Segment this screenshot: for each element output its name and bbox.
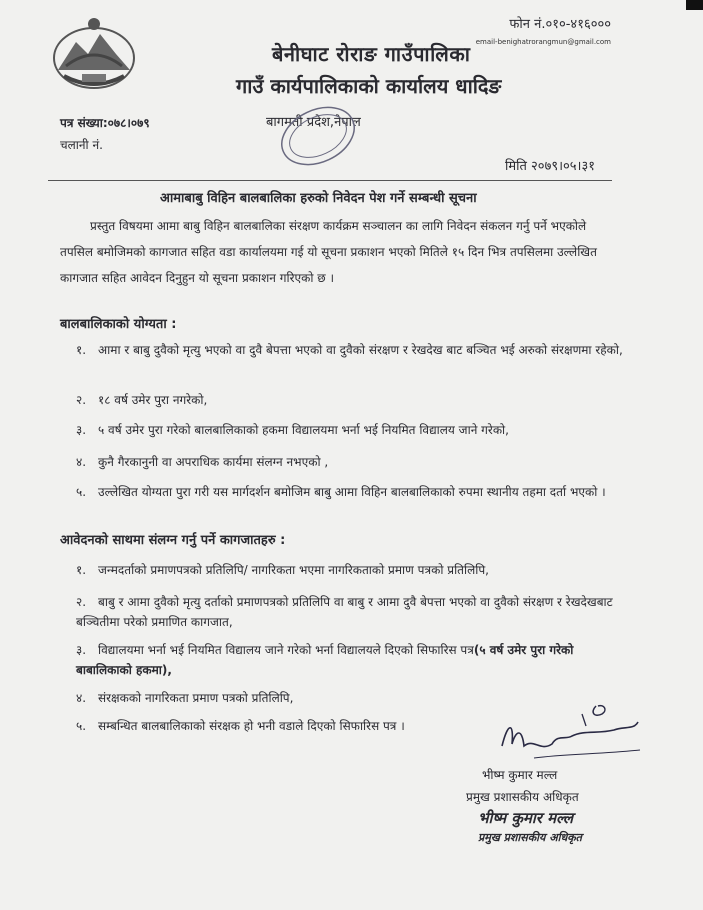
phone-number: फोन नं.०१०-४१६००० xyxy=(509,17,611,32)
signature-stamp-name: भीष्म कुमार मल्ल xyxy=(478,809,573,827)
item-number: ५. xyxy=(76,485,87,499)
signature-stamp-title: प्रमुख प्रशासकीय अधिकृत xyxy=(478,831,582,844)
item-text-bold: (५ वर्ष उमेर पुरा गरेको बाबालिकाको हकमा), xyxy=(76,643,574,677)
nepal-emblem-icon xyxy=(44,14,144,94)
handwritten-signature-icon xyxy=(494,700,644,762)
office-name: गाउँ कार्यपालिकाको कार्यालय धादिङ xyxy=(236,74,502,98)
item-number: १. xyxy=(76,343,87,357)
office-seal-icon xyxy=(268,100,388,180)
reference-number: पत्र संख्या:०७८।०७९ xyxy=(60,116,150,130)
email-address: email-benighatrorangmun@gmail.com xyxy=(475,38,611,46)
office-address: बागमती प्रदेश,नेपाल xyxy=(266,115,361,130)
item-text: बाबु र आमा दुवैको मृत्यु दर्ताको प्रमाणपत्रको प्रतिलिपि वा बाबु र आमा दुवै बेपत्ता भएको वा दुवैको संरक्षण र रेखदेखबाट बञ्चितीमा परेको प्रमाणित कागजात, xyxy=(76,595,613,629)
eligibility-item xyxy=(76,420,636,440)
document-item xyxy=(76,592,626,632)
document-item xyxy=(76,716,496,736)
eligibility-item xyxy=(76,390,636,410)
signer-name: भीष्म कुमार मल्ल xyxy=(482,768,558,782)
scan-edge-mark xyxy=(686,0,703,10)
item-number: १. xyxy=(76,563,87,577)
eligibility-heading: बालबालिकाको योग्यता : xyxy=(60,317,177,332)
document-item xyxy=(76,560,636,580)
header-divider xyxy=(48,180,612,181)
item-text: आमा र बाबु दुवैको मृत्यु भएको वा दुवै बेपत्ता भएको वा दुवैको संरक्षण र रेखदेख बाट बञ्चित भई अरुको संरक्षणमा रहेको, xyxy=(98,343,623,357)
notice-body: प्रस्तुत विषयमा आमा बाबु विहिन बालबालिका संरक्षण कार्यक्रम सञ्चालन का लागि निवेदन संकलन गर्नु पर्ने भएकोले तपसिल बमोजिमको कागजात सहित वडा कार्यालयमा गई यो सूचना प्रकाशन भएको मितिले १५ दिन भित्र तपसिलमा उल्लेखित कागजात सहित आवेदन दिनुहुन यो सूचना प्रकाशन गरिएको छ । xyxy=(60,219,597,285)
municipality-name: बेनीघाट रोराङ गाउँपालिका xyxy=(272,42,471,66)
item-number: ३. xyxy=(76,643,87,657)
item-text: सम्बन्धित बालबालिकाको संरक्षक हो भनी वडाले दिएको सिफारिस पत्र । xyxy=(98,719,405,733)
item-text: उल्लेखित योग्यता पुरा गरी यस मार्गदर्शन बमोजिम बाबु आमा विहिन बालबालिकाको रुपमा स्थानीय तहमा दर्ता भएको । xyxy=(98,485,606,499)
item-number: ४. xyxy=(76,455,87,469)
eligibility-item xyxy=(76,340,626,360)
documents-heading: आवेदनको साथमा संलग्न गर्नु पर्ने कागजातहरु : xyxy=(60,533,286,548)
signer-title: प्रमुख प्रशासकीय अधिकृत xyxy=(466,790,579,804)
notice-subject: आमाबाबु विहिन बालबालिका हरुको निवेदन पेश गर्ने सम्बन्धी सूचना xyxy=(160,191,477,206)
issue-date: मिति २०७९।०५।३१ xyxy=(505,159,595,174)
eligibility-item xyxy=(76,452,636,472)
item-number: २. xyxy=(76,595,87,609)
item-text: ५ वर्ष उमेर पुरा गरेको बालबालिकाको हकमा विद्यालयमा भर्ना भई नियमित विद्यालय जाने गरेको, xyxy=(98,423,509,437)
item-text: संरक्षकको नागरिकता प्रमाण पत्रको प्रतिलिपि, xyxy=(98,691,294,705)
item-number: ३. xyxy=(76,423,87,437)
item-text: कुनै गैरकानुनी वा अपराधिक कार्यमा संलग्न नभएको , xyxy=(98,455,329,469)
item-number: २. xyxy=(76,393,87,407)
document-item xyxy=(76,640,626,680)
item-text: विद्यालयमा भर्ना भई नियमित विद्यालय जाने गरेको भर्ना विद्यालयले दिएको सिफारिस पत्र xyxy=(98,643,474,657)
item-text: जन्मदर्ताको प्रमाणपत्रको प्रतिलिपि/ नागरिकता भएमा नागरिकताको प्रमाण पत्रको प्रतिलिपि, xyxy=(98,563,489,577)
item-number: ४. xyxy=(76,691,87,705)
item-number: ५. xyxy=(76,719,87,733)
dispatch-number: चलानी नं. xyxy=(60,138,103,152)
eligibility-item xyxy=(76,482,626,502)
item-text: १८ वर्ष उमेर पुरा नगरेको, xyxy=(98,393,208,407)
